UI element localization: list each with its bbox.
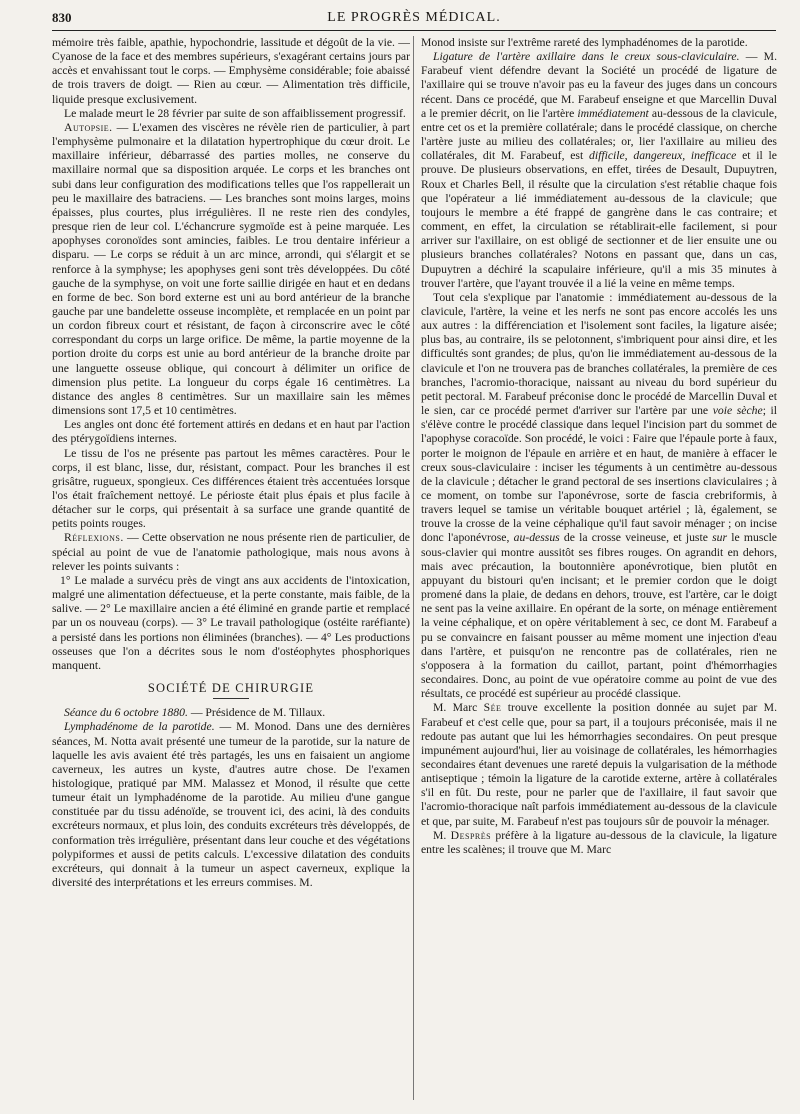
page-header — [52, 10, 776, 30]
paragraph-marc-see — [421, 701, 777, 828]
ligature-title: Ligature de l'artère axillaire dans le creux sous-claviculaire. — [433, 50, 740, 64]
journal-title: LE PROGRÈS MÉDICAL. — [327, 10, 501, 25]
reflexions-text: — Cette observation ne nous présente rien de particulier, de spécial au point de vue de l'anatomie pathologique, mais nous avons à relever les points suivants : — [52, 531, 410, 573]
column-divider — [413, 36, 414, 1100]
header-rule — [52, 30, 776, 31]
session-line — [52, 706, 410, 720]
anatomy-text-a: Tout cela s'explique par l'anatomie : immédiatement au-dessous de la clavicule, l'artère, la veine et les nerfs ne sont pas encore accolés les uns aux autres : la différenciation et l'isolement sont faciles, la ligature aisée; plus bas, au contraire, ils se pelotonnent, s'imbriquent pour ainsi dire, et les difficultés sont grandes; de plus, qu'on lie immédiatement au-dessous de la clavicule et l'on ne trouvera pas de branches collatérales, la première de ces branches, l'acromio-thoracique, naissant au niveau du bord supérieur du petit pectoral. M. Farabeuf préconise donc le procédé de Marcellin Duval et le sien, car ce procédé permet d'arriver sur l'artère par une — [421, 290, 777, 418]
anatomy-text-b: ; il s'élève contre le procédé classique dans lequel l'incision part du sommet de l'apophyse coracoïde. Son procédé, le voici : Faire que l'épaule porte à faux, porter le moignon de l'épaule en arrière et en haut, de manière à effacer le creux sous-claviculaire : inciser les téguments à un centimètre au-dessous de la clavicule ; détacher le grand pectoral de ses insertions claviculaires ; à ce moment, on tombe sur l'aponévrose, sorte de fascia crebriformis, à travers lequel se tamise un véritable bouquet artériel ; là, également, se trouve la crosse de la veine céphalique qu'il faut savoir ménager ; on incise donc l'aponévrose, — [421, 404, 778, 545]
page-number: 830 — [52, 10, 72, 25]
autopsy-text: — L'examen des viscères ne révèle rien de particulier, à part l'emphysème pulmonaire et la dilatation hypertrophique du cœur droit. Le maxillaire inférieur, débarrassé des parties molles, ne conserve du maxillaire normal que sa disposition arquée. Le corps et les branches ont subi dans leur configuration des modifications telles que l'os rappellerait un peu le maxillaire des batraciens. — Les branches sont moins larges, moins épaisses, plus courtes, plus irrégulières. Il ne reste rien des condyles, presque rien de leur col. L'échancrure sygmoïde est à peine marquée. Les apophyses coronoïdes sont amincies, faibles. Le trou dentaire inférieur a disparu. — Le corps se réduit à un arc mince, arrondi, qui s'élargit et se renforce à la symphyse; les apophyses geni sont très développées. Du côté gauche de la symphyse, on voit une forte saillie dirigée en haut et en dedans en forme de bec. Son bord externe est uni au bord antérieur de la branche gauche par une bandelette osseuse incomplète, et remplacée en un point par un cordon fibreux court et résistant, de façon à circonscrire avec le côté correspondant du corps un large orifice. De même, la partie moyenne de la portion droite du corps est unie au bord antérieur de la branche droite par une languette osseuse oblique, qui concourt à délimiter un orifice de dimension plus petite. La longueur du corps égale 16 centimètres. La distance des angles 8 centimètres. Sur un maxillaire sain les mêmes dimensions sont 17,5 et 10 centimètres. — [52, 120, 410, 418]
anatomy-em-voie-seche: voie sèche — [712, 404, 763, 418]
autopsy-label: Autopsie. — [64, 120, 113, 134]
paragraph-reflexions — [52, 531, 410, 573]
lymphadenome-title: Lymphadénome de la parotide. — [64, 720, 215, 734]
paragraph-bone-tissue: Le tissu de l'os ne présente pas partout les mêmes caractères. Pour le corps, il est blanc, lisse, dur, résistant, compact. Pour les branches il est grisâtre, rugueux, spongieux. Ces différences étaient très accentuées lorsque l'os était fraîchement nettoyé. Le périoste était plus épais et plus facile à détacher sur le corps, qui présentait à sa surface une grande quantité de petits points rouges. — [52, 446, 410, 531]
lymphadenome-text: — M. Monod. Dans une des dernières séances, M. Notta avait présenté une tumeur de la parotide, sur la nature de laquelle les avis avaient été très partagés, les uns en faisaient un angiome caverneux, les autres un kyste, d'autres autre chose. De l'examen histologique, pratiqué par MM. Malassez et Monod, il résulte que cette tumeur était un lymphadénome de la parotide. Au milieu d'une gangue constituée par du tissu adénoïde, se trouvent ici, des acini, là des conduits excréteurs normaux, et plus loin, des conduits excréteurs très développés, de conformation très irrégulière, présentant dans leur couche et des végétations polypiformes et aussi de petits calculs. L'excessive dilatation des conduits excréteurs, qui donnait à la tumeur un aspect caverneux, explique la diversité des interprétations et les erreurs commises. M. — [52, 720, 411, 890]
paragraph-autopsy — [52, 121, 410, 418]
anatomy-text-d: le muscle sous-clavier qui montre aussitôt ses fibres rouges. On agrandit en dehors, mais avec précaution, la boutonnière aponévrotique, bien plutôt en appuyant du bistouri qu'en incisant; et le premier cordon que le doigt promené dans la plaie, de dedans en dehors, trouve, est l'artère, car le doigt ne sent pas la veine axillaire. En opérant de la sorte, on ménage entièrement la veine céphalique, et on opère véritablement à sec, ce dont M. Farabeuf a pu se convaincre en faisant pousser au même moment une injection d'eau dans l'artère, et puisqu'on ne rencontre pas de collatérales, rien ne s'opposera à la formation du caillot, partant, point d'hémorrhagies secondaires. Donc, au point de vue opératoire comme au point de vue des résultats, ce procédé est supérieur au procédé classique. — [421, 531, 777, 701]
reflexions-label: Réflexions. — [64, 531, 124, 545]
ligature-text-b: au-dessous de la clavicule, entre cet os et la première collatérale; dans le procédé classique, on cherche l'artère juste au milieu des collatérales; or, lier l'axillaire au milieu des collatérales, dit M. Farabeuf, est — [421, 106, 778, 163]
anatomy-em-au-dessus: au-dessus — [513, 531, 560, 545]
right-column — [421, 36, 777, 857]
anatomy-em-sur: sur — [712, 531, 728, 545]
paragraph-anatomy — [421, 291, 777, 702]
paragraph-case-continuation: mémoire très faible, apathie, hypochondrie, lassitude et dégoût de la vie. — Cyanose de la face et des membres supérieurs, s'exagérant certains jours par accès et envahissant tout le corps. — Emphysème considérable; foie abaissé de trois travers de doigt. — Rien au cœur. — Alimentation très difficile, liquide presque exclusivement. — [52, 36, 410, 106]
paragraph-death: Le malade meurt le 28 février par suite de son affaiblissement progressif. — [64, 106, 406, 120]
despres-text: préfère à la ligature au-dessous de la clavicule, la ligature entre les scalènes; il trouve que M. Marc — [421, 828, 777, 856]
despres-name: Desprès — [450, 828, 492, 842]
paragraph-ligature — [421, 50, 777, 291]
session-date: Séance du 6 octobre 1880. — [64, 706, 188, 720]
ligature-text-c: et il le prouve. De plusieurs observations, en effet, tirées de Desault, Dupuytren, Roux et Charles Bell, il résulte que la circulation s'est rétablie chaque fois que l'opérateur a lié immédiatement au-dessous de la clavicule; que toujours le membre a été frappé de gangrène dans le cas contraire; et comment, en effet, la circulation se rétablirait-elle facilement, si pour arriver sur l'axillaire, on est obligé de sectionner et de lier ensuite une ou plusieurs branches collatérales? Notons en passant que, dans un cas, Dupuytren a déchiré la scapulaire inférieure, qu'il a mis 35 minutes à trouver l'artère, que l'ayant trouvée il a lié la veine en même temps. — [421, 149, 777, 290]
paragraph-despres — [421, 829, 777, 857]
marc-see-name: Sée — [483, 701, 502, 715]
marc-see-text: trouve excellente la position donnée au sujet par M. Farabeuf et c'est celle que, pour sa part, il a toujours préconisée, mais il ne redoute pas autant que lui les hémorrhagies secondaires. On peut presque impunément aujourd'hui, lier au voisinage de collatérales, les hémorrhagies secondaires étant devenues une rareté depuis la vulgarisation de la méthode antiseptique ; témoin la ligature de la carotide externe, artère à collatérales s'il en fût. Du reste, pour ne parler que de l'axillaire, il faut savoir que l'acromio-thoracique naît parfois immédiatement au-dessous de la clavicule et que, par suite, M. Farabeuf n'est pas toujours sûr de pouvoir la ménager. — [421, 701, 777, 828]
ligature-em-difficile: difficile, dangereux, inefficace — [588, 149, 737, 163]
marc-see-prefix: M. Marc — [433, 701, 484, 715]
session-presidency: — Présidence de M. Tillaux. — [187, 706, 326, 720]
anatomy-text-c: de la crosse veineuse, et juste — [559, 531, 713, 545]
left-column — [52, 36, 410, 890]
ligature-em-immediatement: immédiatement — [577, 106, 649, 120]
paragraph-points: 1° Le malade a survécu près de vingt ans aux accidents de l'intoxication, malgré une alimentation défectueuse, et la perte constante, mais faible, de la salive. — 2° Le maxillaire ancien a été éliminé en grande partie et remplacé par un os nouveau (corps). — 3° Le travail pathologique (ostéite raréfiante) a persisté dans les portions non éliminées (branches). — 4° Les productions osseuses que l'on a décrites sous le nom d'ostéophytes phosphoriques manquent. — [52, 573, 410, 672]
despres-prefix: M. — [433, 828, 451, 842]
paragraph-angles: Les angles ont donc été fortement attirés en dedans et en haut par l'action des ptérygoïdiens internes. — [52, 418, 410, 446]
section-heading: SOCIÉTÉ DE CHIRURGIE — [52, 681, 410, 699]
paragraph-monod-continuation: Monod insiste sur l'extrême rareté des lymphadénomes de la parotide. — [421, 36, 748, 49]
paragraph-lymphadenome — [52, 720, 410, 890]
ligature-text-a: — M. Farabeuf vient défendre devant la Société un procédé de ligature de l'axillaire qui se trouve n'avoir pas eu la faveur des juges dans un concours récent. Dans ce procédé, que M. Farabeuf enseigne et que Marcellin Duval a le premier décrit, on lie l'artère — [421, 50, 777, 120]
